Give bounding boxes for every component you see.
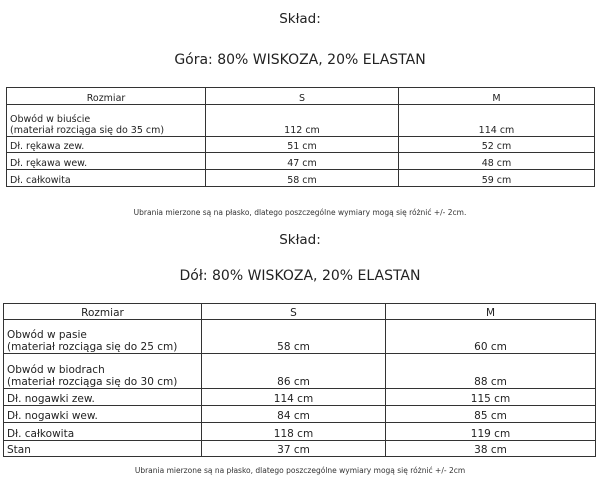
cell-s: 51 cm: [206, 137, 399, 153]
top-size-table: [6, 87, 595, 187]
table-row: [7, 137, 595, 153]
table-row: [4, 320, 596, 354]
row-label: Dł. rękawa wew.: [7, 153, 206, 170]
cell-s: 58 cm: [206, 170, 399, 187]
table-header-row: [7, 88, 595, 105]
header-size-m: M: [386, 304, 596, 320]
cell-s: 114 cm: [202, 389, 386, 406]
cell-s: 112 cm: [206, 105, 399, 137]
cell-m: 48 cm: [399, 153, 595, 170]
header-size-label: Rozmiar: [7, 88, 206, 105]
row-label: Stan: [4, 441, 202, 457]
cell-m: 60 cm: [386, 320, 596, 354]
cell-s: 86 cm: [202, 354, 386, 389]
table-row: [7, 170, 595, 187]
table-row: [4, 354, 596, 389]
row-label: [4, 320, 202, 354]
header-size-m: M: [399, 88, 595, 105]
table-row: [4, 423, 596, 441]
cell-m: 119 cm: [386, 423, 596, 441]
cell-s: 47 cm: [206, 153, 399, 170]
table-header-row: [4, 304, 596, 320]
cell-m: 52 cm: [399, 137, 595, 153]
cell-m: 59 cm: [399, 170, 595, 187]
cell-s: 37 cm: [202, 441, 386, 457]
bottom-composition-text: Dół: 80% WISKOZA, 20% ELASTAN: [179, 268, 421, 284]
cell-s: 118 cm: [202, 423, 386, 441]
row-label: Dł. rękawa zew.: [7, 137, 206, 153]
top-composition-heading: Skład:: [279, 11, 321, 27]
row-label-line: Obwód w biodrach: [7, 364, 105, 376]
row-label: [7, 105, 206, 137]
header-size-label: Rozmiar: [4, 304, 202, 320]
table-row: [4, 441, 596, 457]
row-label-note: (materiał rozciąga się do 25 cm): [7, 341, 178, 353]
table-row: [7, 105, 595, 137]
header-size-s: S: [202, 304, 386, 320]
bottom-measurement-note: Ubrania mierzone są na płasko, dlatego poszczególne wymiary mogą się różnić +/- 2cm: [134, 466, 466, 475]
cell-m: 115 cm: [386, 389, 596, 406]
cell-m: 85 cm: [386, 406, 596, 423]
bottom-composition-heading: Skład:: [279, 232, 321, 248]
bottom-size-table: [3, 303, 596, 457]
table-row: [4, 389, 596, 406]
cell-s: 84 cm: [202, 406, 386, 423]
row-label-line: Obwód w biuście: [10, 114, 91, 125]
cell-m: 38 cm: [386, 441, 596, 457]
cell-s: 58 cm: [202, 320, 386, 354]
row-label: Dł. całkowita: [4, 423, 202, 441]
row-label: Dł. nogawki wew.: [4, 406, 202, 423]
cell-m: 114 cm: [399, 105, 595, 137]
row-label: Dł. całkowita: [7, 170, 206, 187]
table-row: [7, 153, 595, 170]
row-label: [4, 354, 202, 389]
row-label-note: (materiał rozciąga się do 35 cm): [10, 125, 165, 136]
row-label: Dł. nogawki zew.: [4, 389, 202, 406]
cell-m: 88 cm: [386, 354, 596, 389]
top-composition-text: Góra: 80% WISKOZA, 20% ELASTAN: [174, 52, 426, 68]
row-label-note: (materiał rozciąga się do 30 cm): [7, 376, 178, 388]
top-measurement-note: Ubrania mierzone są na płasko, dlatego poszczególne wymiary mogą się różnić +/- 2cm.: [133, 208, 467, 217]
row-label-line: Obwód w pasie: [7, 329, 87, 341]
header-size-s: S: [206, 88, 399, 105]
table-row: [4, 406, 596, 423]
